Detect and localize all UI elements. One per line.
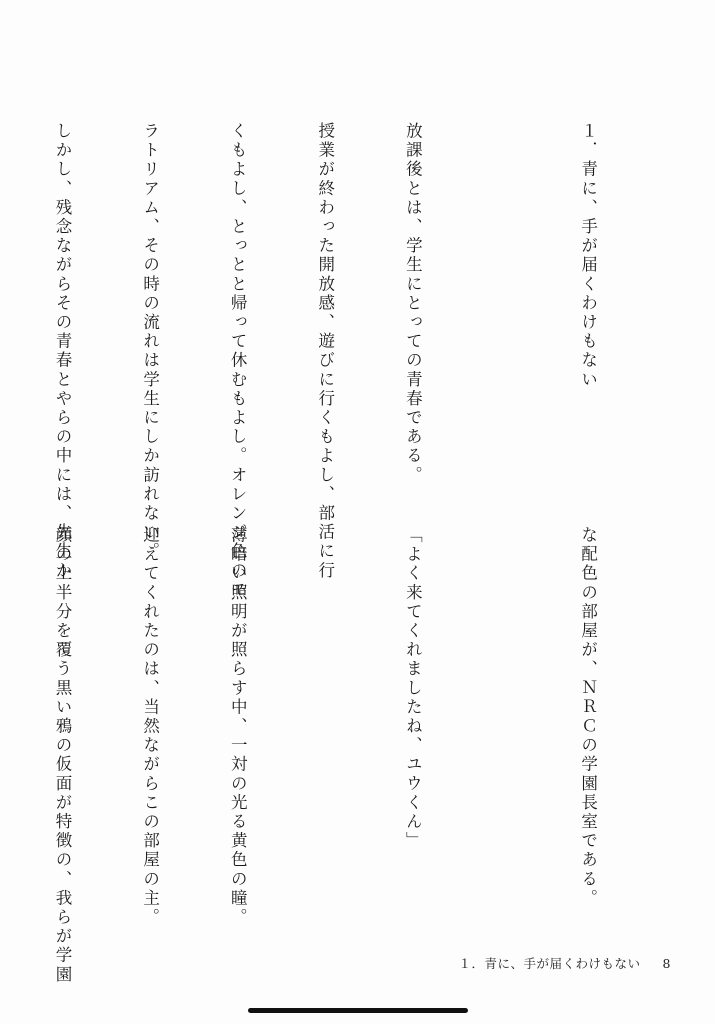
text-line: しかし、残念ながらその青春とやらの中には、先生か [52,122,72,581]
text-line: 迎えてくれたのは、当然ながらこの部屋の主。 [140,526,160,928]
home-indicator-bar[interactable] [248,1008,468,1013]
upper-text-block [0,122,661,600]
blank-line [486,122,515,500]
text-line: くもよし、とっとと帰って休むもよし。オレンジ色のモ [228,122,248,600]
page-footer [459,954,671,972]
text-line: 顔の上半分を覆う黒い鴉の仮面が特徴の、我らが学園 [52,526,72,985]
running-title: １．青に、手が届くわけもない [458,956,641,971]
text-line: 放課後とは、学生にとっての青春である。 [403,122,423,485]
text-line [311,526,340,936]
text-line: 「よく来てくれましたね、ユウくん」 [403,526,423,851]
text-line [486,526,515,936]
text-line: な配色の部屋が、ＮＲＣの学園長室である。 [578,526,598,908]
text-line: 薄暗い照明が照らす中、一対の光る黄色の瞳。 [228,526,248,928]
page-number: 8 [662,956,671,971]
text-line: 授業が終わった開放感、遊びに行くもよし、部活に行 [315,122,335,581]
chapter-title: １．青に、手が届くわけもない [578,122,598,390]
text-line: ラトリアム、その時の流れは学生にしか訪れない。 [140,122,160,562]
